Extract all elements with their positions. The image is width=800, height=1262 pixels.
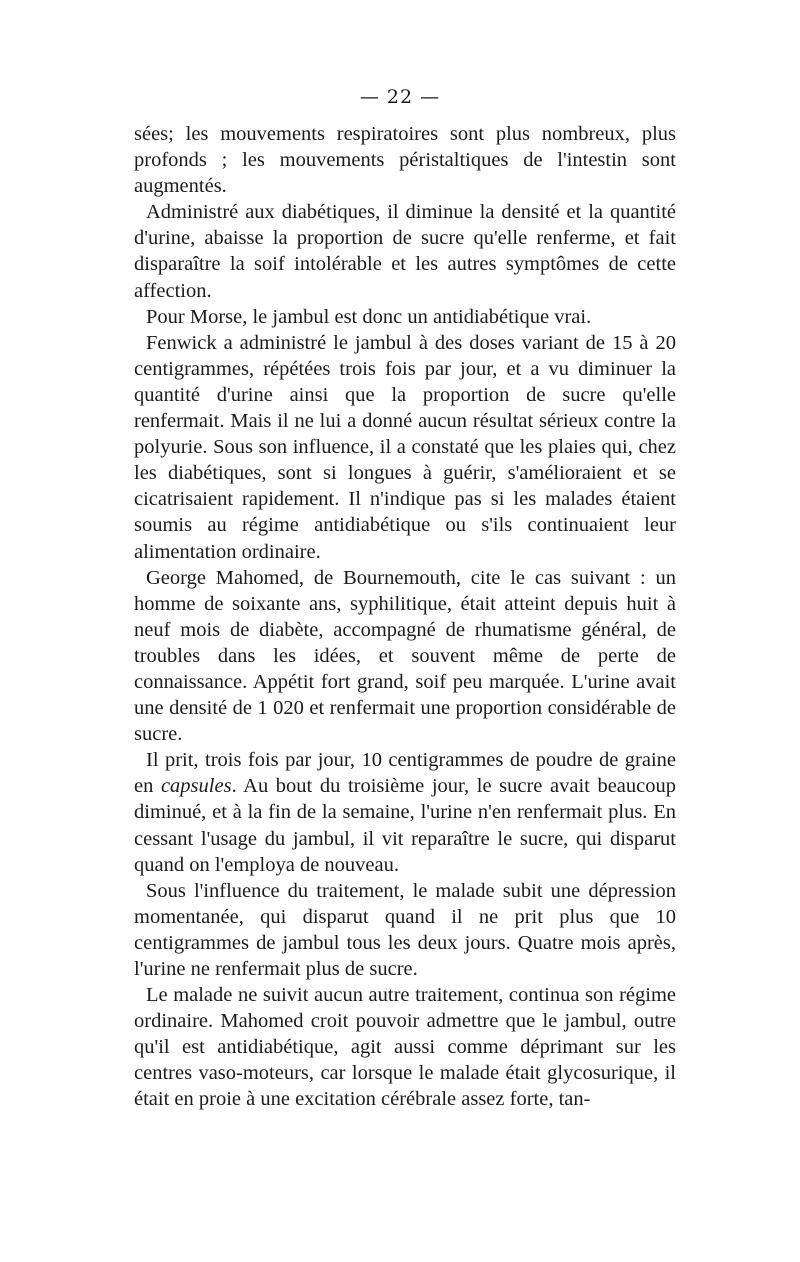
paragraph-6 xyxy=(134,747,676,877)
paragraph-4: Fenwick a administré le jambul à des doses variant de 15 à 20 centigrammes, répétées trois fois par jour, et a vu diminuer la quantité d'urine ainsi que la proportion de sucre qu'elle renfermait. Mais il ne lui a donné aucun résultat sérieux contre la polyurie. Sous son influence, il a constaté que les plaies qui, chez les diabétiques, sont si longues à guérir, s'amélioraient et se cicatrisaient rapidement. Il n'indique pas si les malades étaient soumis au régime antidiabétique ou s'ils continuaient leur alimentation ordinaire. xyxy=(134,331,676,563)
paragraph-3: Pour Morse, le jambul est donc un antidiabétique vrai. xyxy=(146,305,592,328)
paragraph-8: Le malade ne suivit aucun autre traitement, continua son régime ordinaire. Mahomed croit pouvoir admettre que le jambul, outre qu'il est antidiabétique, agit aussi comme déprimant sur les centres vaso-moteurs, car lorsque le malade était glycosurique, il était en proie à une excitation cérébrale assez forte, tan- xyxy=(134,984,676,1111)
page-number: — 22 — xyxy=(359,86,441,108)
body-text xyxy=(134,121,676,1113)
paragraph-2: Administré aux diabétiques, il diminue la densité et la quantité d'urine, abaisse la proportion de sucre qu'elle renferme, et fait disparaître la soif intolérable et les autres symptômes de cette affection. xyxy=(134,201,676,302)
paragraph-6-start: Il prit, trois fois par jour, 10 centigrammes de poudre de graine en xyxy=(134,749,676,798)
paragraph-1: sées; les mouvements respiratoires sont plus nombreux, plus profonds ; les mouvements péristaltiques de l'intestin sont augmentés. xyxy=(134,123,676,198)
paragraph-5: George Mahomed, de Bournemouth, cite le cas suivant : un homme de soixante ans, syphilitique, était atteint depuis huit à neuf mois de diabète, accompagné de rhumatisme général, de troubles dans les idées, et souvent même de perte de connaissance. Appétit fort grand, soif peu marquée. L'urine avait une densité de 1 020 et renfermait une proportion considérable de sucre. xyxy=(134,566,676,746)
paragraph-7: Sous l'influence du traitement, le malade subit une dépression momentanée, qui disparut quand il ne prit plus que 10 centigrammes de jambul tous les deux jours. Quatre mois après, l'urine ne renfermait plus de sucre. xyxy=(134,879,676,980)
italic-capsules: capsules xyxy=(160,775,232,798)
paragraph-6-end: . Au bout du troisième jour, le sucre avait beaucoup diminué, et à la fin de la semaine, l'urine n'en renfermait plus. En cessant l'usage du jambul, il vit reparaître le sucre, qui disparut quand on l'employa de nouveau. xyxy=(134,775,676,876)
